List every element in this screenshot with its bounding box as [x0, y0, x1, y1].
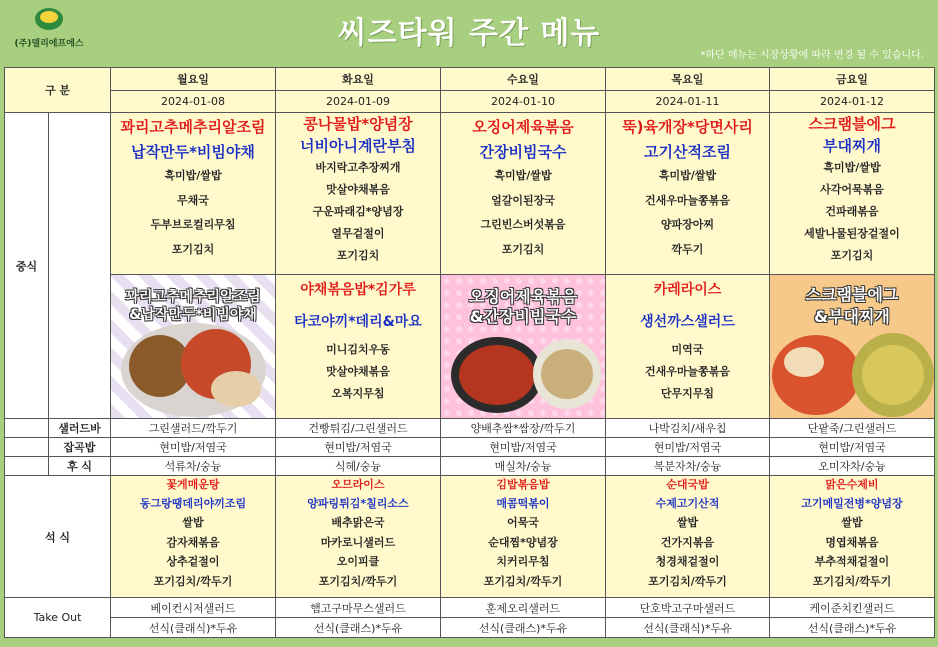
menu-item: 부추적채겉절이 — [814, 555, 890, 568]
day-thu: 목요일 — [606, 68, 770, 91]
menu-item: 구운파래김*양념장 — [312, 205, 404, 218]
lunch-wed — [441, 113, 606, 275]
photo-caption: 스크램블에그 — [805, 285, 899, 304]
menu-item: 수제고기산적 — [655, 497, 720, 510]
takeout-salad-fri: 케이준치킨샐러드 — [770, 598, 935, 618]
dinner-label: 석 식 — [5, 476, 111, 598]
menu-item: 오므라이스 — [331, 478, 385, 491]
menu-item: 포기김치 — [830, 249, 874, 262]
menu-item: 사각어묵볶음 — [820, 183, 884, 196]
takeout-meal-row — [5, 618, 935, 638]
menu-item: 납작만두*비빔야채 — [131, 142, 255, 161]
menu-item: 단무지무침 — [660, 387, 715, 400]
menu-item: 간장비빔국수 — [479, 142, 567, 161]
menu-item: 맛살야채볶음 — [326, 365, 390, 378]
menu-item: 쌀밥 — [676, 516, 699, 529]
dessert-thu: 복분자차/숭늉 — [606, 457, 770, 476]
takeout-salad-mon: 베이컨시저샐러드 — [111, 598, 276, 618]
photo-fri — [770, 275, 935, 419]
menu-item: 얼갈이된장국 — [491, 193, 555, 207]
salad-wed: 양배추쌈*쌈장/깍두기 — [441, 419, 606, 438]
lunch-subcategory-blank — [49, 113, 111, 419]
menu-item: 포기김치/깍두기 — [812, 574, 892, 588]
grain-row — [5, 438, 935, 457]
menu-item: 김밥볶음밥 — [496, 478, 550, 491]
photo-caption: &납작만두*비빔야채 — [129, 307, 257, 323]
menu-item: 포기김치/깍두기 — [648, 574, 727, 588]
takeout-meal-wed: 선식(클래스)*두유 — [441, 618, 606, 638]
menu-item: 포기김치/깍두기 — [483, 574, 563, 588]
menu-item: 포기김치 — [336, 249, 380, 262]
menu-item: 동그랑땡데리야끼조림 — [139, 497, 247, 510]
grain-fri: 현미밥/저염국 — [770, 438, 935, 457]
day-wed: 수요일 — [441, 68, 606, 91]
salad-thu: 나박김치/새우칩 — [606, 419, 770, 438]
grain-label: 잡곡밥 — [49, 438, 111, 457]
photo-wed — [441, 275, 606, 419]
empty-cell — [5, 457, 49, 476]
dessert-wed: 매실차/숭늉 — [441, 457, 606, 476]
menu-item: 감자채볶음 — [166, 535, 220, 549]
photo-caption: &부대찌개 — [814, 307, 890, 326]
menu-item: 흑미밥/쌀밥 — [823, 161, 881, 174]
photo-mon — [111, 275, 276, 419]
menu-item: 바지락고추장찌개 — [315, 161, 401, 174]
lunch-thu — [606, 113, 770, 275]
menu-item: 오징어제육볶음 — [472, 118, 574, 136]
menu-item: 포기김치/깍두기 — [318, 574, 398, 588]
menu-item: 두부브로컬리무침 — [150, 218, 236, 231]
menu-item: 포기김치/깍두기 — [153, 574, 233, 588]
salad-bar-label: 샐러드바 — [49, 419, 111, 438]
menu-item: 무채국 — [177, 193, 209, 207]
dinner-row — [5, 476, 935, 598]
lunch-main-row — [5, 113, 935, 275]
empty-cell — [5, 419, 49, 438]
menu-item: 마카로니샐러드 — [320, 535, 396, 549]
menu-item: 상추겉절이 — [166, 555, 220, 568]
photo-caption: 오징어제육볶음 — [468, 287, 578, 306]
menu-item: 꽃게매운탕 — [166, 478, 220, 491]
takeout-salad-tue: 햄고구마무스샐러드 — [276, 598, 441, 618]
takeout-meal-tue: 선식(클래스)*두유 — [276, 618, 441, 638]
menu-item: 건새우마늘쫑볶음 — [644, 365, 730, 378]
menu-item: 순대국밥 — [666, 478, 709, 491]
lunch-tue — [276, 113, 441, 275]
dessert-fri: 오미자차/숭늉 — [770, 457, 935, 476]
salad-tue: 건빵튀김/그린샐러드 — [276, 419, 441, 438]
lunch-fri — [770, 113, 935, 275]
dinner-thu — [606, 476, 770, 598]
menu-item: 깍두기 — [671, 242, 704, 256]
menu-item: 어묵국 — [507, 516, 539, 529]
menu-item: 그린빈스버섯볶음 — [480, 218, 566, 231]
menu-item: 스크램블에그 — [808, 115, 896, 133]
date-header-row — [5, 91, 935, 113]
menu-item: 양파링튀김*칠리소스 — [307, 497, 409, 510]
salad-bar-row — [5, 419, 935, 438]
menu-item: 포기김치 — [501, 242, 545, 256]
takeout-label: Take Out — [5, 598, 111, 638]
dinner-tue — [276, 476, 441, 598]
menu-item: 미니김치우동 — [326, 343, 390, 356]
menu-item: 오복지무침 — [331, 387, 385, 400]
menu-item: 타코야끼*데리&마요 — [294, 314, 422, 330]
menu-item: 양파장아찌 — [660, 218, 715, 231]
empty-cell — [5, 438, 49, 457]
menu-item: 고기메밀전병*양념장 — [801, 497, 903, 510]
menu-item: 흑미밥/쌀밥 — [494, 169, 552, 182]
menu-item: 생선까스샐러드 — [640, 314, 735, 330]
menu-item: 건새우마늘쫑볶음 — [644, 193, 730, 207]
date-fri: 2024-01-12 — [770, 91, 935, 113]
date-wed: 2024-01-10 — [441, 91, 606, 113]
weekly-menu-table — [4, 67, 935, 638]
dessert-label: 후 식 — [49, 457, 111, 476]
salad-mon: 그린샐러드/깍두기 — [111, 419, 276, 438]
day-fri: 금요일 — [770, 68, 935, 91]
photo-caption: 꽈리고추메추리알조림 — [125, 289, 261, 305]
takeout-meal-thu: 선식(클래식)*두유 — [606, 618, 770, 638]
change-notice: *하단 메뉴는 시장상황에 따라 변경 될 수 있습니다. — [700, 50, 924, 61]
menu-item: 치커리무침 — [496, 555, 550, 568]
dessert-row — [5, 457, 935, 476]
menu-item: 맛살야채볶음 — [326, 183, 390, 196]
menu-item: 고기산적조림 — [644, 142, 731, 161]
takeout-meal-fri: 선식(클래스)*두유 — [770, 618, 935, 638]
lunch-mon — [111, 113, 276, 275]
salad-fri: 단팥죽/그린샐러드 — [770, 419, 935, 438]
menu-item: 순대찜*양념장 — [488, 535, 558, 549]
lunch-alt-thu — [606, 275, 770, 419]
day-tue: 화요일 — [276, 68, 441, 91]
day-mon: 월요일 — [111, 68, 276, 91]
menu-item: 맑은수제비 — [825, 478, 879, 491]
takeout-salad-row — [5, 598, 935, 618]
dessert-mon: 석류차/숭늉 — [111, 457, 276, 476]
menu-item: 포기김치 — [171, 242, 215, 256]
company-name: (주)델리에프에스 — [14, 39, 84, 49]
menu-item: 명엽채볶음 — [825, 535, 879, 549]
grain-wed: 현미밥/저염국 — [441, 438, 606, 457]
menu-item: 열무겉절이 — [331, 227, 385, 240]
menu-item: 야채볶음밥*김가루 — [300, 282, 416, 298]
menu-item: 청경채겉절이 — [655, 555, 720, 568]
grain-tue: 현미밥/저염국 — [276, 438, 441, 457]
date-mon: 2024-01-08 — [111, 91, 276, 113]
lunch-alt-row — [5, 275, 935, 419]
takeout-meal-mon: 선식(클래식)*두유 — [111, 618, 276, 638]
menu-item: 흑미밥/쌀밥 — [658, 169, 717, 182]
lunch-label: 중식 — [5, 113, 49, 419]
menu-item: 쌀밥 — [841, 516, 863, 529]
dinner-mon — [111, 476, 276, 598]
category-header: 구 분 — [5, 68, 111, 113]
dinner-fri — [770, 476, 935, 598]
menu-item: 흑미밥/쌀밥 — [164, 169, 222, 182]
dessert-tue: 식혜/숭늉 — [276, 457, 441, 476]
date-thu: 2024-01-11 — [606, 91, 770, 113]
menu-item: 카레라이스 — [653, 282, 722, 298]
menu-item: 콩나물밥*양념장 — [303, 115, 413, 133]
menu-item: 부대찌개 — [823, 137, 881, 155]
menu-item: 오이피클 — [336, 555, 380, 568]
menu-item: 너비아니계란부침 — [300, 137, 416, 155]
menu-item: 배추맑은국 — [331, 516, 385, 529]
menu-item: 쌀밥 — [182, 516, 204, 529]
takeout-salad-thu: 단호박고구마샐러드 — [606, 598, 770, 618]
menu-item: 미역국 — [671, 343, 704, 356]
page-title: 씨즈타워 주간 메뉴 — [337, 16, 601, 51]
menu-item: 건가지볶음 — [660, 535, 715, 549]
lunch-alt-tue — [276, 275, 441, 419]
photo-caption: &간장비빔국수 — [469, 307, 577, 326]
grain-thu: 현미밥/저염국 — [606, 438, 770, 457]
dinner-wed — [441, 476, 606, 598]
grain-mon: 현미밥/저염국 — [111, 438, 276, 457]
day-header-row — [5, 68, 935, 91]
date-tue: 2024-01-09 — [276, 91, 441, 113]
menu-item: 세발나물된장겉절이 — [804, 227, 900, 240]
menu-item: 뚝)육개장*당면사리 — [622, 118, 753, 136]
page-header — [0, 0, 938, 66]
takeout-salad-wed: 훈제오리샐러드 — [441, 598, 606, 618]
menu-item: 건파래볶음 — [825, 205, 879, 218]
menu-item: 매콤떡볶이 — [496, 497, 550, 510]
menu-item: 꽈리고추메추리알조림 — [120, 118, 266, 136]
